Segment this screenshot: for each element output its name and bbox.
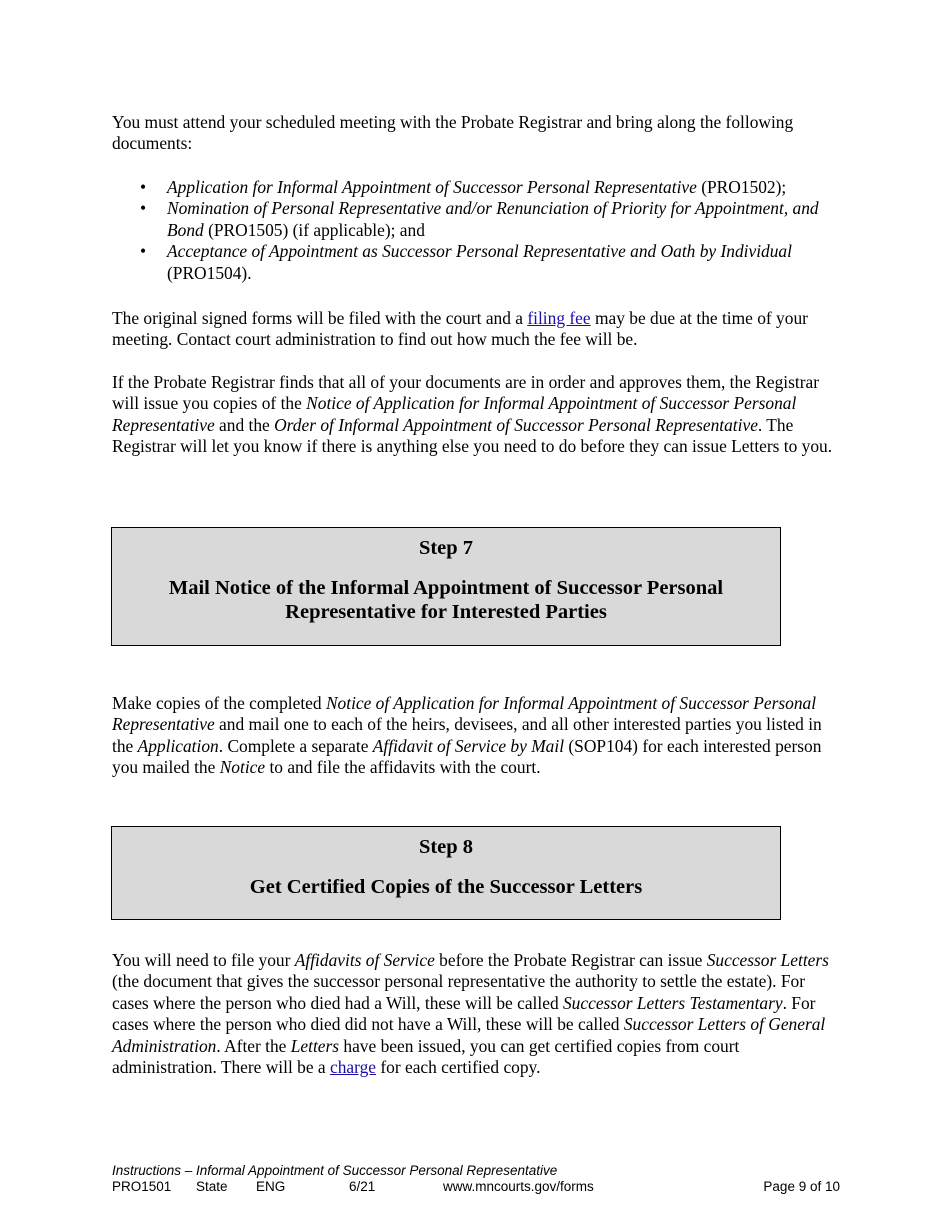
document-title: Nomination of Personal Representative and/or Renunciation of Priority for Appointment, and Bond xyxy=(167,198,819,240)
text-run: and mail one to each of the heirs, devisees, and all other interested parties you listed in the xyxy=(112,714,822,756)
step-7-box xyxy=(111,527,781,646)
page-number: Page 9 of 10 xyxy=(763,1179,840,1194)
form-title: Notice xyxy=(219,757,266,778)
revision-date: 6/21 xyxy=(349,1179,376,1194)
document-title: Application for Informal Appointment of Successor Personal Representative xyxy=(167,177,697,197)
text-run: before the Probate Registrar can issue xyxy=(434,950,707,970)
charge-link[interactable]: charge xyxy=(329,1057,376,1078)
form-title: Successor Letters xyxy=(706,950,829,970)
text-run: have been issued, you can get certified copies from court administration. There will be a xyxy=(112,1035,740,1078)
text-run: may be due at the time of your meeting. Contact court administration to find out how much the fee will be. xyxy=(112,308,808,350)
text-run: to and file the affidavits with the court. xyxy=(265,757,541,778)
page-footer xyxy=(112,1163,840,1195)
step-8-box xyxy=(111,826,781,920)
step-7-number: Step 7 xyxy=(418,537,474,559)
list-item xyxy=(112,198,842,241)
forms-url: www.mncourts.gov/forms xyxy=(443,1179,594,1194)
bullet-icon: • xyxy=(140,198,147,219)
document-code: (PRO1504). xyxy=(167,262,252,283)
text-run: . After the xyxy=(216,1035,291,1056)
form-title: Successor Letters Testamentary xyxy=(562,992,783,1013)
bullet-icon: • xyxy=(140,241,147,262)
intro-paragraph: You must attend your scheduled meeting with the Probate Registrar and bring along the following documents: xyxy=(112,112,794,154)
footer-meta-row xyxy=(112,1179,840,1195)
filing-fee-link[interactable]: filing fee xyxy=(527,308,591,328)
list-item xyxy=(112,241,842,284)
form-title: Notice of Application for Informal Appointment of Successor Personal Representative xyxy=(112,393,797,435)
language: ENG xyxy=(256,1179,286,1194)
bullet-icon: • xyxy=(140,177,147,197)
document-title: Acceptance of Appointment as Successor Personal Representative and Oath by Individual xyxy=(167,241,792,262)
form-title: Order of Informal Appointment of Successor Personal Representative xyxy=(274,414,758,435)
step-7-title: Mail Notice of the Informal Appointment of Successor Personal Representative for Interested Parties xyxy=(168,577,724,623)
text-run: (SOP104) for each interested person you mailed the xyxy=(112,735,822,778)
form-title: Notice of Application for Informal Appointment of Successor Personal Representative xyxy=(112,693,817,735)
form-title: Affidavit of Service by Mail xyxy=(372,735,565,756)
text-run: (the document that gives the successor personal representative the authority to settle the estate). For cases where the person who died had a Will, these will be called xyxy=(112,971,805,1013)
form-title: Application xyxy=(137,735,219,756)
text-run: You will need to file your xyxy=(112,950,295,970)
document-code: (PRO1505) (if applicable); and xyxy=(203,219,425,240)
text-run: . For cases where the person who died did not have a Will, these will be called xyxy=(112,992,816,1035)
step-8-number: Step 8 xyxy=(418,836,474,858)
text-run: for each certified copy. xyxy=(376,1057,541,1078)
mail-notice-paragraph xyxy=(112,693,842,779)
approval-paragraph xyxy=(112,372,842,458)
form-title: Affidavits of Service xyxy=(294,950,435,970)
required-documents-list xyxy=(112,177,842,284)
text-run: and the xyxy=(214,414,275,435)
footer-title: Instructions – Informal Appointment of Successor Personal Representative xyxy=(112,1163,558,1178)
jurisdiction: State xyxy=(196,1179,228,1194)
form-title: Successor Letters of General Administration xyxy=(112,1014,826,1056)
step-8-title: Get Certified Copies of the Successor Letters xyxy=(249,876,643,898)
form-title: Letters xyxy=(290,1035,340,1056)
filing-fee-paragraph xyxy=(112,308,832,351)
text-run: . Complete a separate xyxy=(218,735,373,756)
text-run: The original signed forms will be filed with the court and a xyxy=(112,308,528,328)
document-code: (PRO1502); xyxy=(696,177,787,197)
list-item xyxy=(112,177,842,198)
certified-copies-paragraph xyxy=(112,950,842,1078)
text-run: . The Registrar will let you know if there is anything else you need to do before they can issue Letters to you. xyxy=(112,414,833,457)
form-number: PRO1501 xyxy=(112,1179,172,1194)
text-run: Make copies of the completed xyxy=(112,693,326,713)
text-run: If the Probate Registrar finds that all of your documents are in order and approves them, the Registrar will issue you copies of the xyxy=(112,372,820,414)
